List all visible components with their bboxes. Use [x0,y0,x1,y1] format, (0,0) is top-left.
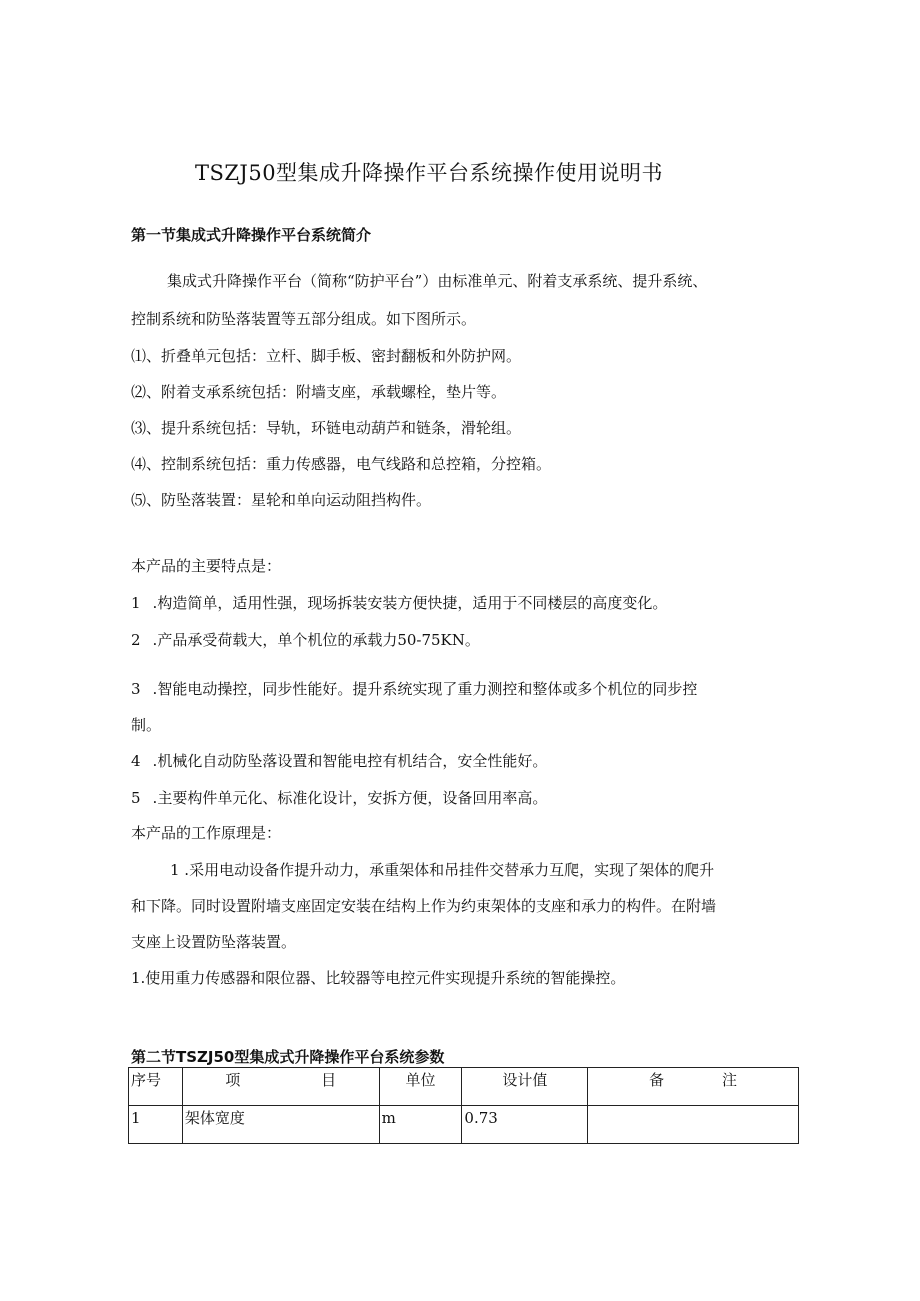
feature-item [131,592,667,613]
principle-line: 1.使用重力传感器和限位器、比较器等电控元件实现提升系统的智能操控。 [131,969,626,987]
header-item-char-2: 目 [321,1071,337,1089]
header-note-char-1: 备 [649,1071,665,1089]
intro-line-1: 集成式升降操作平台（简称“防护平台”）由标准单元、附着支承系统、提升系统、 [167,272,708,290]
table-header-row [129,1068,799,1106]
table-row [129,1106,799,1144]
feature-number: 1 [131,594,141,612]
header-unit: 单位 [379,1068,462,1106]
header-seq: 序号 [129,1068,183,1106]
feature-number: 5 [131,789,141,807]
feature-text: .机械化自动防坠落设置和智能电控有机结合，安全性能好。 [152,752,548,770]
section-1-heading: 第一节集成式升降操作平台系统简介 [131,226,372,244]
component-item: ⑷、控制系统包括：重力传感器，电气线路和总控箱，分控箱。 [131,455,552,473]
feature-number: 3 [131,680,141,698]
feature-number: 2 [131,631,141,649]
document-title: TSZJ50型集成升降操作平台系统操作使用说明书 [194,161,664,185]
header-design-value: 设计值 [462,1068,588,1106]
feature-text: .智能电动操控，同步性能好。提升系统实现了重力测控和整体或多个机位的同步控 [152,680,698,698]
cell-design-value: 0.73 [462,1106,588,1144]
cell-seq: 1 [129,1106,183,1144]
component-item: ⑵、附着支承系统包括：附墙支座，承载螺栓，垫片等。 [131,383,507,401]
parameters-table [128,1067,799,1144]
feature-number: 4 [131,752,141,770]
component-item: ⑶、提升系统包括：导轨，环链电动葫芦和链条，滑轮组。 [131,419,522,437]
feature-text: .构造简单，适用性强，现场拆装安装方便快捷，适用于不同楼层的高度变化。 [152,594,668,612]
header-note-char-2: 注 [722,1071,738,1089]
principle-line: 和下降。同时设置附墙支座固定安装在结构上作为约束架体的支座和承力的构件。在附墙 [131,897,717,915]
feature-item [131,787,547,808]
feature-continuation: 制。 [131,716,162,734]
section-2-heading: 第二节TSZJ50型集成式升降操作平台系统参数 [131,1048,445,1066]
cell-unit: m [379,1106,462,1144]
feature-text: .主要构件单元化、标准化设计，安拆方便，设备回用率高。 [152,789,548,807]
features-heading: 本产品的主要特点是： [131,557,282,575]
header-item-char-1: 项 [225,1071,241,1089]
principle-line: 支座上设置防坠落装置。 [131,933,297,951]
feature-text: .产品承受荷载大，单个机位的承载力50-75KN。 [152,631,480,649]
feature-item [131,750,547,771]
component-item: ⑴、折叠单元包括：立杆、脚手板、密封翻板和外防护网。 [131,347,522,365]
cell-note [588,1106,799,1144]
component-item: ⑸、防坠落装置：星轮和单向运动阻挡构件。 [131,491,432,509]
feature-item [131,629,480,650]
feature-item [131,678,697,699]
intro-line-2: 控制系统和防坠落装置等五部分组成。如下图所示。 [131,310,477,328]
principle-heading: 本产品的工作原理是： [131,824,282,842]
header-note [588,1068,799,1106]
header-item [182,1068,379,1106]
principle-line: 1 .采用电动设备作提升动力，承重架体和吊挂件交替承力互爬，实现了架体的爬升 [170,861,715,879]
cell-item: 架体宽度 [182,1106,379,1144]
